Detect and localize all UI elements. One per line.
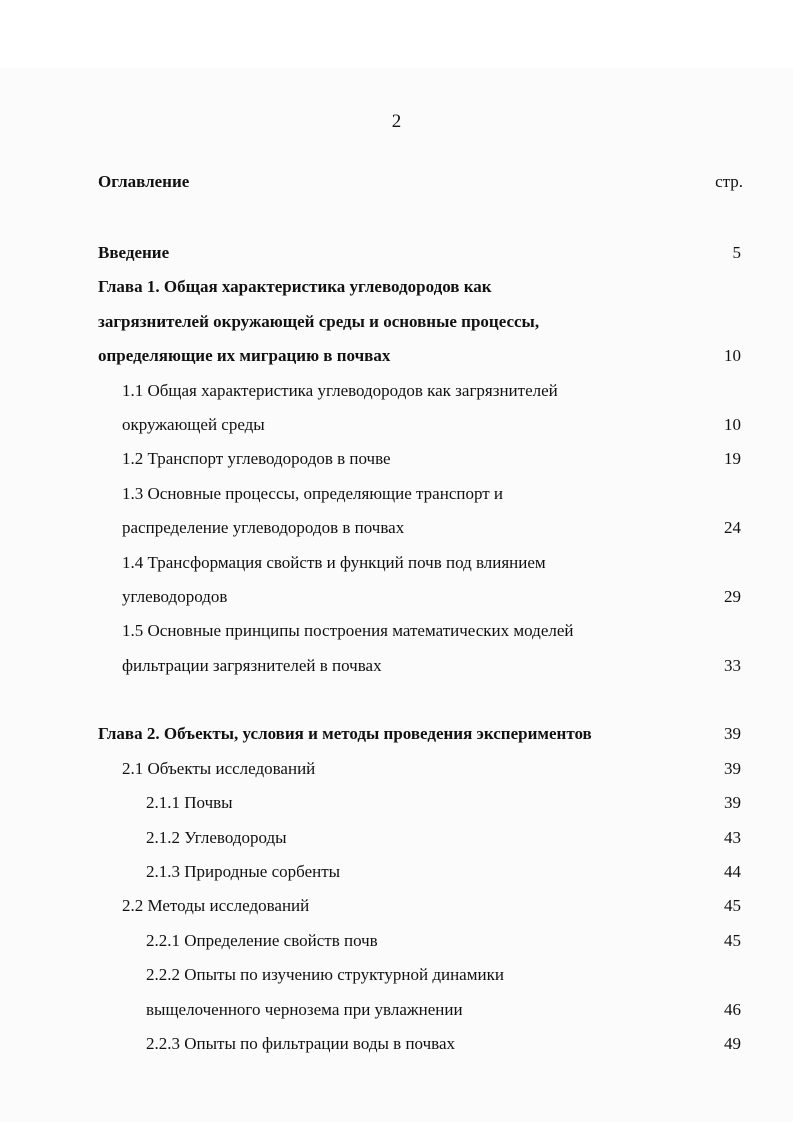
toc-entry-title-line: 2.1.3 Природные сорбенты [146,862,341,882]
toc-chapter-entry [98,270,741,373]
toc-entry-page: 49 [724,1033,741,1053]
toc-section-entry [146,958,741,1027]
toc-entry-title-line: 2.2.1 Определение свойств почв [146,930,378,950]
toc-entry-page: 10 [724,346,741,366]
toc-entry-page: 44 [724,862,741,882]
toc-spacer [98,683,741,717]
toc-entry-page: 39 [724,758,741,778]
toc-entry-title-line: 1.3 Основные процессы, определяющие транспорт и [122,483,504,503]
toc-entry-page: 39 [724,724,741,744]
toc-entry-page: 29 [724,586,741,606]
toc-entry-title-line: Глава 1. Общая характеристика углеводородов как [98,277,492,297]
toc-entry-title-line: 2.1.1 Почвы [146,793,233,813]
toc-entry-page: 46 [724,999,741,1019]
toc-entry-page: 45 [724,896,741,916]
toc-entry-title-line: 1.4 Трансформация свойств и функций почв под влиянием [122,552,546,572]
toc-section-entry [122,477,741,546]
toc-chapter-entry [98,717,741,751]
toc-entry-page: 45 [724,930,741,950]
toc-header [98,172,743,198]
toc-section-entry [146,924,741,958]
toc-entry-page: 33 [724,655,741,675]
toc-entry-title-line: 2.2.3 Опыты по фильтрации воды в почвах [146,1033,455,1053]
toc-chapter-entry [98,236,741,270]
toc-entry-title-line: Глава 2. Объекты, условия и методы проведения экспериментов [98,724,592,744]
toc-section-entry [146,855,741,889]
toc-entry-page: 24 [724,518,741,538]
toc-entry-title-line: 1.2 Транспорт углеводородов в почве [122,449,391,469]
toc-section-entry [122,752,741,786]
toc-entry-title-line: загрязнителей окружающей среды и основные процессы, [98,311,540,331]
toc-title: Оглавление [98,172,190,191]
toc-entry-title-line: распределение углеводородов в почвах [122,518,405,538]
toc-entry-title-line: 2.2.2 Опыты по изучению структурной динамики [146,965,504,985]
page-column-label: стр. [715,172,743,191]
toc-entry-page: 10 [724,414,741,434]
toc-entry-title-line: 1.1 Общая характеристика углеводородов как загрязнителей [122,380,558,400]
toc-section-entry [146,1027,741,1061]
toc-entry-title-line: выщелоченного чернозема при увлажнении [146,999,463,1019]
toc-entry-title-line: Введение [98,243,170,262]
toc-entry-title-line: 1.5 Основные принципы построения математических моделей [122,621,574,641]
toc-entry-title-line: окружающей среды [122,414,265,434]
toc-section-entry [122,546,741,615]
toc-entry-page: 43 [724,827,741,847]
table-of-contents [98,236,741,1061]
toc-entry-title-line: 2.1 Объекты исследований [122,758,316,778]
toc-section-entry [146,821,741,855]
toc-section-entry [122,889,741,923]
toc-entry-title-line: определяющие их миграцию в почвах [98,346,391,366]
toc-entry-title-line: углеводородов [122,586,228,606]
page-number: 2 [391,111,402,132]
toc-entry-page: 5 [732,243,741,262]
toc-section-entry [146,786,741,820]
toc-section-entry [122,614,741,683]
toc-section-entry [122,374,741,443]
toc-entry-page: 19 [724,449,741,469]
toc-entry-title-line: фильтрации загрязнителей в почвах [122,655,382,675]
toc-entry-title-line: 2.2 Методы исследований [122,896,310,916]
toc-section-entry [122,442,741,476]
toc-entry-title-line: 2.1.2 Углеводороды [146,827,287,847]
toc-entry-page: 39 [724,793,741,813]
